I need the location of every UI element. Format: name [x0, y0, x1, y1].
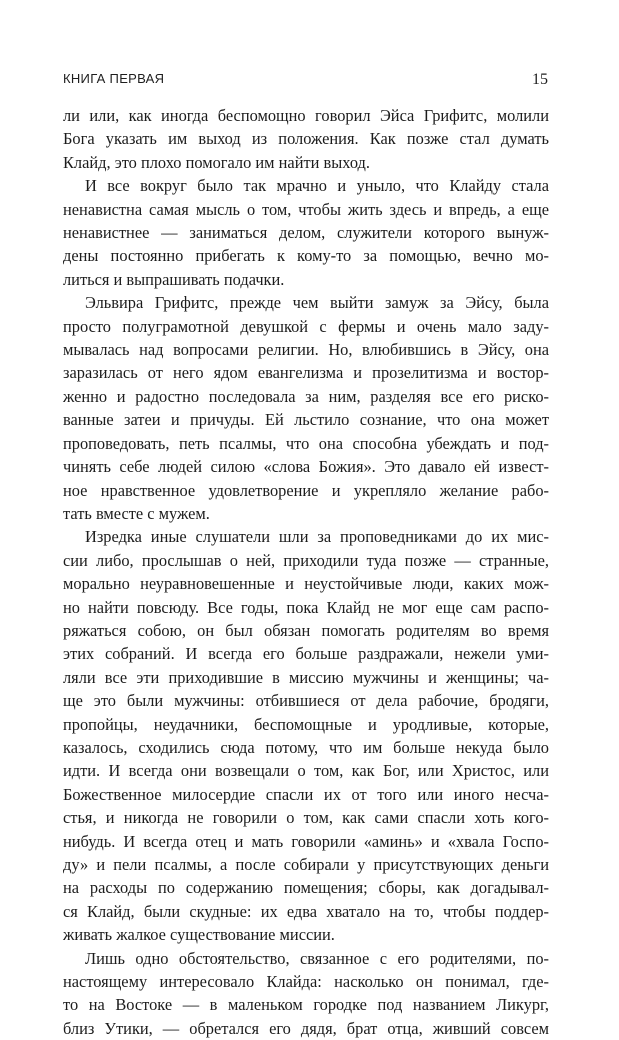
paragraph — [63, 174, 549, 291]
text-line: пропойцы, неудачники, беспомощные и уродливые, которые, — [63, 714, 549, 734]
text-line: этих собраний. И всегда его больше раздражали, нежели уми- — [63, 644, 549, 664]
text-line: И все вокруг было так мрачно и уныло, что Клайду стала — [85, 176, 549, 196]
text-line: проповедовать, петь псалмы, что она способна убеждать и под- — [63, 433, 549, 453]
body-text — [63, 104, 549, 1040]
text-line: Бога указать им выход из положения. Как позже стал думать — [63, 129, 549, 149]
text-line: ненавистна самая мысль о том, чтобы жить здесь и впредь, а еще — [63, 199, 549, 219]
text-line: тать вместе с мужем. — [63, 503, 210, 523]
text-line: ряжаться собою, он был обязан помогать родителям во время — [63, 620, 549, 640]
paragraph — [63, 947, 549, 1040]
text-line: казалось, сходились сюда потому, что им больше некуда было — [63, 737, 549, 757]
page-number: 15 — [532, 71, 548, 88]
text-line: дены постоянно прибегать к кому-то за помощью, вечно мо- — [63, 246, 549, 266]
text-line: Изредка иные слушатели шли за проповедниками до их мис- — [85, 527, 549, 547]
running-head-title: КНИГА ПЕРВАЯ — [63, 71, 165, 86]
text-line: стья, и никогда не говорили о том, как сами спасли хоть кого- — [63, 808, 549, 828]
text-line: чинять себе людей силою «слова Божия». Это давало ей извест- — [63, 457, 549, 477]
text-line: заразилась от него ядом евангелизма и прозелитизма и востор- — [63, 363, 549, 383]
text-line: мывалась над вопросами религии. Но, влюбившись в Эйсу, она — [63, 340, 549, 360]
text-line: ду» и пели псалмы, а после собирали у присутствующих деньги — [63, 855, 549, 874]
text-line: ся Клайд, были скудные: их едва хватало на то, чтобы поддер- — [63, 901, 549, 921]
text-line: ное нравственное удовлетворение и укрепляло желание рабо- — [63, 480, 549, 500]
text-line: живать жалкое существование миссии. — [63, 925, 335, 945]
text-line: ляли все эти приходившие в миссию мужчины и женщины; ча- — [63, 667, 549, 687]
text-line: ванные затеи и причуды. Ей льстило сознание, что она может — [63, 410, 549, 430]
text-line: Божественное милосердие спасли их от того или иного несча- — [63, 784, 549, 804]
paragraph — [63, 291, 549, 525]
text-line: близ Утики, — обретался его дядя, брат отца, живший совсем — [63, 1018, 549, 1038]
text-line: ненавистнее — заниматься делом, служители которого вынуж- — [63, 223, 549, 243]
text-line: ли или, как иногда беспомощно говорил Эйса Грифитс, молили — [63, 106, 549, 125]
text-line: нибудь. И всегда отец и мать говорили «аминь» и «хвала Госпо- — [63, 831, 549, 851]
text-line: настоящему интересовало Клайда: насколько он понимал, где- — [63, 972, 549, 992]
text-line: морально неуравновешенные и неустойчивые люди, каких мож- — [63, 574, 549, 594]
text-line: Клайд, это плохо помогало им найти выход. — [63, 152, 370, 172]
text-line: Эльвира Грифитс, прежде чем выйти замуж за Эйсу, была — [85, 293, 549, 313]
text-line: то на Востоке — в маленьком городке под названием Ликург, — [63, 995, 549, 1015]
text-line: но найти повсюду. Все годы, пока Клайд не мог еще сам распо- — [63, 597, 549, 617]
text-line: женно и радостно последовала за ним, разделяя все его риско- — [63, 386, 549, 406]
text-line: идти. И всегда они возвещали о том, как Бог, или Христос, или — [63, 761, 549, 781]
text-line: Лишь одно обстоятельство, связанное с его родителями, по- — [85, 948, 549, 968]
text-line: на расходы по содержанию помещения; сборы, как догадывал- — [63, 878, 549, 898]
paragraph — [63, 525, 549, 946]
text-line: сии либо, прослышав о ней, приходили туда позже — странные, — [63, 550, 549, 570]
text-line: ще это были мужчины: отбившиеся от дела рабочие, бродяги, — [63, 691, 549, 711]
text-line: литься и выпрашивать подачки. — [63, 269, 285, 289]
paragraph — [63, 104, 549, 174]
text-line: просто полуграмотной девушкой с фермы и очень мало заду- — [63, 316, 549, 336]
